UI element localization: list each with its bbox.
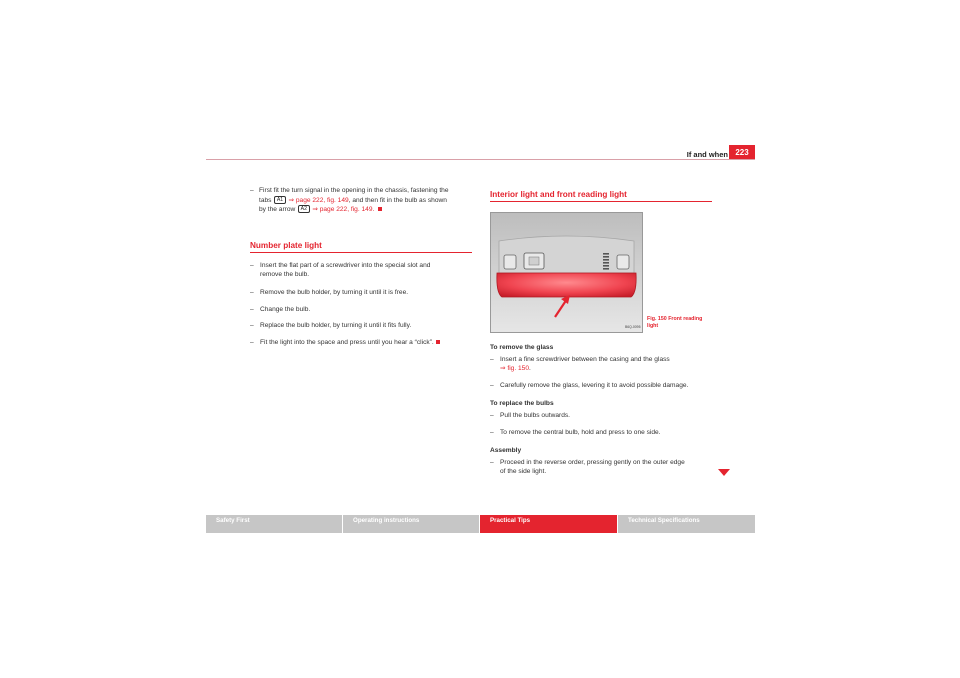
subheading-assembly: Assembly	[490, 447, 522, 454]
subheading-replace-bulbs: To replace the bulbs	[490, 400, 554, 407]
heading-rule	[250, 252, 472, 253]
fig-149-link[interactable]: ⇒ page 222, fig. 149	[288, 196, 349, 204]
list-dash: –	[490, 412, 494, 419]
turn-signal-line2	[259, 196, 475, 206]
step-text: Insert a fine screwdriver between the casing and the glass	[500, 356, 670, 363]
switch-rocker	[529, 257, 539, 265]
subheading-remove-glass: To remove the glass	[490, 344, 554, 351]
right-reading-button	[617, 255, 629, 269]
step-text: Insert the flat part of a screwdriver into the special slot and	[260, 262, 431, 269]
step-text-wrap	[500, 365, 722, 374]
footer-tab-safety-first[interactable]: Safety First	[206, 515, 342, 533]
heading-rule	[490, 201, 712, 202]
figure-caption	[647, 316, 727, 329]
step-text: Carefully remove the glass, levering it to avoid possible damage.	[500, 382, 689, 389]
callout-a1: A1	[274, 196, 285, 204]
step-text: Remove the bulb holder, by turning it until it is free.	[260, 289, 409, 296]
front-reading-light-figure	[490, 212, 643, 333]
triangle-down-icon	[718, 469, 730, 476]
section-heading-number-plate: Number plate light	[250, 241, 322, 250]
remove-step-2	[490, 382, 722, 391]
remove-step-1	[490, 356, 722, 373]
square-end-icon	[436, 340, 440, 344]
list-dash: –	[490, 356, 494, 363]
figure-caption-line: light	[647, 322, 659, 329]
list-dash: –	[490, 429, 494, 436]
step-text: remove the bulb.	[260, 270, 310, 278]
turn-signal-text: tabs	[259, 196, 272, 204]
step-text: Fit the light into the space and press until you hear a “click”.	[260, 339, 434, 346]
turn-signal-step	[250, 187, 475, 215]
list-item	[250, 306, 472, 315]
list-item	[250, 289, 472, 298]
section-heading-interior-light: Interior light and front reading light	[490, 190, 627, 199]
red-light-glass	[497, 273, 636, 297]
square-end-icon	[378, 207, 382, 211]
footer-tab-practical-tips[interactable]: Practical Tips	[480, 515, 617, 533]
step-text: Pull the bulbs outwards.	[500, 412, 571, 419]
turn-signal-line1: First fit the turn signal in the opening in the chassis, fastening the	[259, 187, 449, 194]
list-item	[250, 262, 472, 279]
list-dash: –	[250, 289, 254, 296]
list-dash: –	[250, 339, 254, 346]
fig-149-link-2[interactable]: ⇒ page 222, fig. 149.	[312, 206, 375, 214]
left-reading-button	[504, 255, 516, 269]
assembly-step-1	[490, 459, 722, 476]
turn-signal-text: , and then fit in the bulb as shown	[348, 196, 447, 204]
turn-signal-line3	[259, 205, 475, 215]
front-reading-light-illustration	[491, 213, 642, 332]
step-text: of the side light.	[500, 467, 547, 475]
step-text-wrap	[260, 339, 472, 348]
step-text: Change the bulb.	[260, 306, 311, 313]
list-dash: –	[250, 322, 254, 329]
list-dash: –	[250, 262, 254, 269]
replace-step-1	[490, 412, 722, 421]
footer-tab-technical-specifications[interactable]: Technical Specifications	[618, 515, 755, 533]
step-text: To remove the central bulb, hold and press to one side.	[500, 429, 661, 436]
page-number: 223	[729, 145, 755, 160]
replace-step-2	[490, 429, 722, 438]
step-text: .	[529, 364, 531, 372]
turn-signal-text: by the arrow	[259, 206, 296, 214]
fig-150-link[interactable]: ⇒ fig. 150	[500, 364, 529, 372]
list-dash: –	[490, 382, 494, 389]
list-dash: –	[250, 306, 254, 313]
list-item	[250, 322, 472, 331]
list-item	[250, 339, 472, 348]
running-header-title: If and when	[686, 150, 728, 159]
step-text: Replace the bulb holder, by turning it until it fits fully.	[260, 322, 412, 329]
footer-tab-operating-instructions[interactable]: Operating instructions	[343, 515, 479, 533]
list-dash: –	[490, 459, 494, 466]
callout-a2: A2	[298, 205, 309, 213]
step-text: Proceed in the reverse order, pressing gently on the outer edge	[500, 459, 685, 466]
console-housing	[499, 236, 634, 273]
figure-caption-line: Fig. 150 Front reading	[647, 316, 703, 322]
header-rule	[206, 159, 755, 160]
figure-code: B6Q-0095	[625, 325, 641, 329]
list-dash: –	[250, 187, 254, 194]
